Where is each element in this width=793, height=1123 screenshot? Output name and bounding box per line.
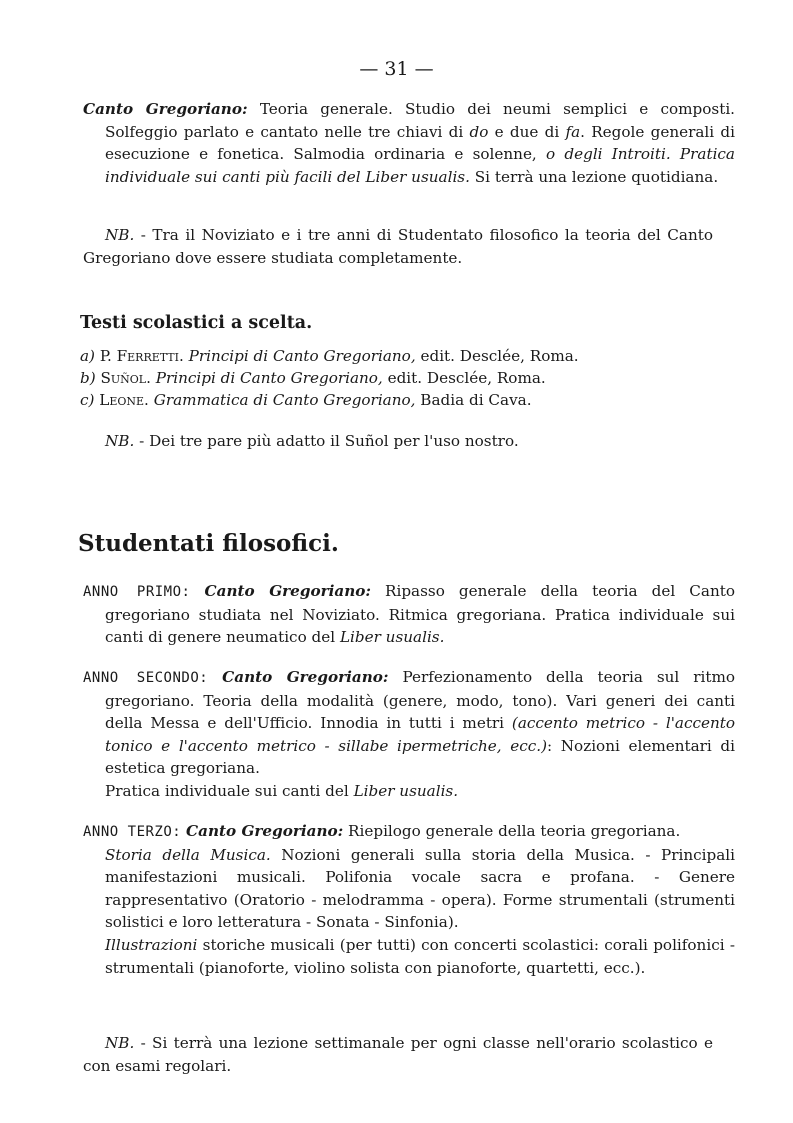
illustrazioni-text: storiche musicali (per tutti) con concerti scolastici: corali polifonici - strumentali (pianoforte, violino solista con pianoforte, quartetti, ecc.). — [105, 935, 735, 977]
studentati-heading: Studentati filosofici. — [78, 530, 339, 557]
anno-primo-text: Ripasso generale della teoria del Canto gregoriano studiata nel Noviziato. Ritmica gregoriana. Pratica individuale sui canti di genere neumatico del — [105, 582, 735, 647]
item-rest: edit. Desclée, Roma. — [415, 347, 579, 365]
testi-heading: Testi scolastici a scelta. — [80, 313, 313, 333]
canto-do: do — [469, 122, 489, 141]
anno-terzo-text: Riepilogo generale della teoria gregoriana. — [343, 822, 681, 840]
item-letter: b) — [80, 369, 96, 387]
anno-secondo-italic: (accento metrico - l'accento tonico e l'accento metrico - sillabe ipermetriche, ecc.) — [105, 714, 736, 755]
anno-primo-label: ANNO PRIMO: — [83, 584, 191, 600]
liber-usualis: Liber usualis. — [353, 781, 459, 800]
anno-terzo-label: ANNO TERZO: — [83, 824, 182, 840]
storia-label: Storia della Musica. — [105, 845, 271, 864]
canto-text-1: Teoria generale. Studio dei neumi semplici e composti. Solfeggio parlato e cantato nelle tre chiavi di — [105, 100, 736, 141]
list-item — [80, 389, 710, 411]
item-title: Grammatica di Canto Gregoriano, — [153, 391, 416, 409]
item-rest: Badia di Cava. — [415, 391, 532, 409]
item-letter: a) — [80, 347, 95, 365]
anno-secondo-label: ANNO SECONDO: — [83, 670, 209, 686]
nb-label: NB. — [105, 432, 135, 450]
canto-text-2: e due di — [488, 122, 566, 141]
testi-list — [80, 345, 710, 411]
list-item — [80, 367, 710, 389]
anno-secondo-pratica: Pratica individuale sui canti del — [105, 781, 354, 800]
item-title: Principi di Canto Gregoriano, — [188, 347, 416, 365]
page-number: — 31 — — [359, 58, 434, 80]
item-author: Suñol. — [100, 369, 151, 387]
nb-label: NB. — [105, 1034, 135, 1052]
anno-terzo-paragraph — [83, 820, 735, 979]
list-item — [80, 345, 710, 367]
item-letter: c) — [80, 391, 95, 409]
anno-secondo-text-1: Perfezionamento della teoria sul ritmo gregoriano. Teoria della modalità (genere, modo, tono). Vari generi dei canti della Messa e dell'Ufficio. Innodia in tutti i metri — [105, 668, 736, 733]
illustrazioni-label: Illustrazioni — [105, 935, 198, 954]
nb-testi-paragraph — [83, 430, 713, 453]
anno-primo-paragraph — [83, 580, 735, 649]
canto-label: Canto Gregoriano: — [204, 582, 371, 600]
liber-usualis: Liber usualis. — [339, 628, 445, 647]
canto-noviziato-paragraph — [83, 98, 735, 188]
anno-secondo-paragraph — [83, 666, 735, 803]
canto-fa: fa — [565, 122, 581, 141]
item-author: Leone. — [99, 391, 149, 409]
nb-final-text: - Si terrà una lezione settimanale per ogni classe nell'orario scolastico e con esami regolari. — [83, 1034, 713, 1075]
item-author: P. Ferretti. — [99, 347, 184, 365]
item-rest: edit. Desclée, Roma. — [382, 369, 546, 387]
nb-noviziato-paragraph — [83, 224, 713, 269]
anno-secondo-text-2: : Nozioni elementari di estetica gregoriana. — [105, 736, 735, 778]
nb-label: NB. — [105, 226, 135, 244]
canto-label: Canto Gregoriano: — [186, 822, 344, 840]
item-title: Principi di Canto Gregoriano, — [155, 369, 383, 387]
nb-final-paragraph — [83, 1032, 713, 1077]
nb-testi-text: - Dei tre pare più adatto il Suñol per l'uso nostro. — [134, 432, 519, 450]
canto-label: Canto Gregoriano: — [83, 100, 248, 118]
storia-text: Nozioni generali sulla storia della Musica. - Principali manifestazioni musicali. Polifonia vocale sacra e profana. - Genere rappresentativo (Oratorio - melodramma - opera). Forme strumentali (strumenti solistici e loro letteratura - Sonata - Sinfonia). — [105, 845, 735, 932]
canto-label: Canto Gregoriano: — [222, 668, 389, 686]
nb-noviziato-text: - Tra il Noviziato e i tre anni di Studentato filosofico la teoria del Canto Gregoriano dove essere studiata completamente. — [83, 226, 713, 267]
canto-text-4: Si terrà una lezione quotidiana. — [469, 167, 719, 186]
canto-text-3: . Regole generali di esecuzione e fonetica. Salmodia ordinaria e solenne, — [105, 122, 735, 164]
canto-italic-tail: o degli Introiti. Pratica individuale sui canti più facili del Liber usualis. — [105, 145, 735, 186]
